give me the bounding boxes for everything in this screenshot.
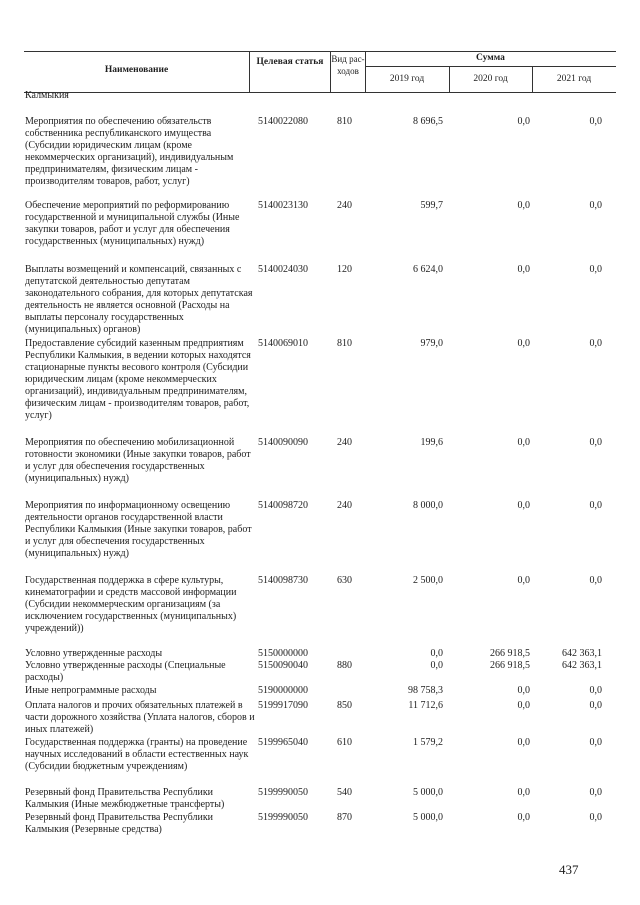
row-sum-2020: 0,0 [517, 737, 530, 748]
row-target-code: 5140069010 [258, 338, 308, 349]
header-2020: 2020 год [473, 74, 508, 84]
row-sum-2020: 0,0 [517, 200, 530, 211]
row-name: Мероприятия по обеспечению обязательств собственника республиканского имущества (Субсидии юридическим лицам (кроме некоммерческих организаций), индивидуальным предпринимателям, физическим лицам - производителям товаров, работ, услуг) [25, 116, 234, 187]
row-sum-2020: 0,0 [517, 812, 530, 823]
row-name: Предоставление субсидий казенным предприятиям Республики Калмыкия, в ведении которых находятся стационарные пункты весового контроля (Субсидии юридическим лицам (кроме некоммерческих организаций), индивидуальным предпринимателям, физическим лицам - производителям товаров, работ, услуг) [25, 338, 251, 421]
row-expense-type: 810 [337, 116, 352, 127]
row-sum-2019: 0,0 [430, 660, 443, 671]
row-sum-2021: 0,0 [589, 787, 602, 798]
header-2021: 2021 год [556, 74, 592, 84]
row-name: Мероприятия по обеспечению мобилизационной готовности экономики (Иные закупки товаров, работ и услуг для обеспечения государственных (муниципальных) нужд) [25, 437, 251, 484]
row-target-code: 5150090040 [258, 660, 308, 671]
row-target-code: 5140023130 [258, 200, 308, 211]
row-sum-2020: 0,0 [517, 116, 530, 127]
row-target-code: 5199990050 [258, 812, 308, 823]
header-target: Целевая статья [256, 57, 324, 67]
row-expense-type: 120 [337, 264, 352, 275]
row-name: Условно утвержденные расходы (Специальные расходы) [25, 660, 226, 683]
row-target-code: 5150000000 [258, 648, 308, 659]
row-sum-2020: 0,0 [517, 700, 530, 711]
continuation-text: Калмыкия [25, 90, 69, 101]
row-expense-type: 610 [337, 737, 352, 748]
row-sum-2021: 0,0 [589, 200, 602, 211]
row-name: Оплата налогов и прочих обязательных платежей в части дорожного хозяйства (Уплата налогов, сборов и иных платежей) [25, 700, 255, 735]
row-name: Государственная поддержка (гранты) на проведение научных исследований в области естественных наук (Субсидии бюджетным учреждениям) [25, 737, 249, 772]
row-expense-type: 540 [337, 787, 352, 798]
row-sum-2020: 0,0 [517, 338, 530, 349]
row-sum-2019: 98 758,3 [408, 685, 443, 696]
row-sum-2021: 0,0 [589, 338, 602, 349]
row-target-code: 5199965040 [258, 737, 308, 748]
row-sum-2019: 0,0 [430, 648, 443, 659]
row-expense-type: 240 [337, 437, 352, 448]
row-sum-2021: 0,0 [589, 737, 602, 748]
row-sum-2021: 642 363,1 [562, 660, 602, 671]
row-sum-2019: 11 712,6 [408, 700, 443, 711]
row-sum-2021: 0,0 [589, 685, 602, 696]
row-sum-2021: 0,0 [589, 264, 602, 275]
row-sum-2019: 199,6 [420, 437, 443, 448]
divider [365, 66, 616, 67]
row-sum-2020: 266 918,5 [490, 660, 530, 671]
row-sum-2019: 2 500,0 [413, 575, 443, 586]
row-name: Резервный фонд Правительства Республики Калмыкия (Резервные средства) [25, 812, 214, 835]
row-expense-type: 810 [337, 338, 352, 349]
row-sum-2019: 6 624,0 [413, 264, 443, 275]
row-sum-2019: 5 000,0 [413, 787, 443, 798]
header-vid: Вид рас-ходов [331, 54, 365, 76]
row-sum-2021: 0,0 [589, 812, 602, 823]
row-name: Условно утвержденные расходы [25, 648, 163, 659]
row-target-code: 5140098730 [258, 575, 308, 586]
row-sum-2021: 0,0 [589, 575, 602, 586]
row-sum-2021: 0,0 [589, 437, 602, 448]
row-sum-2020: 0,0 [517, 437, 530, 448]
row-name: Мероприятия по информационному освещению деятельности органов государственной власти Республики Калмыкия (Иные закупки товаров, работ и услуг для обеспечения государственных (муниципальных) нужд) [25, 500, 252, 559]
page-number: 437 [559, 862, 579, 877]
row-target-code: 5140098720 [258, 500, 308, 511]
row-target-code: 5199990050 [258, 787, 308, 798]
row-sum-2019: 599,7 [420, 200, 443, 211]
row-name: Резервный фонд Правительства Республики Калмыкия (Иные межбюджетные трансферты) [25, 787, 225, 810]
header-sum: Сумма [476, 53, 505, 63]
row-sum-2020: 0,0 [517, 575, 530, 586]
row-target-code: 5199917090 [258, 700, 308, 711]
row-sum-2021: 0,0 [589, 116, 602, 127]
row-sum-2021: 642 363,1 [562, 648, 602, 659]
row-name: Выплаты возмещений и компенсаций, связанных с депутатской деятельностью депутатам законодательного собрания, для которых депутатская деятельность не является основной (Расходы на выплаты персоналу государственных (муниципальных) органов) [25, 264, 253, 335]
row-expense-type: 630 [337, 575, 352, 586]
row-sum-2020: 0,0 [517, 264, 530, 275]
divider [249, 52, 250, 92]
row-name: Иные непрограммные расходы [25, 685, 157, 696]
row-target-code: 5140090090 [258, 437, 308, 448]
row-expense-type: 850 [337, 700, 352, 711]
header-2019: 2019 год [389, 74, 425, 84]
row-expense-type: 870 [337, 812, 352, 823]
table-header [24, 51, 616, 93]
row-sum-2021: 0,0 [589, 700, 602, 711]
row-sum-2019: 8 696,5 [413, 116, 443, 127]
row-sum-2020: 266 918,5 [490, 648, 530, 659]
row-sum-2019: 979,0 [420, 338, 443, 349]
row-sum-2020: 0,0 [517, 787, 530, 798]
row-target-code: 5140022080 [258, 116, 308, 127]
row-sum-2019: 1 579,2 [413, 737, 443, 748]
row-sum-2020: 0,0 [517, 500, 530, 511]
header-name: Наименование [104, 65, 169, 75]
row-target-code: 5190000000 [258, 685, 308, 696]
row-expense-type: 240 [337, 500, 352, 511]
row-expense-type: 240 [337, 200, 352, 211]
row-name: Обеспечение мероприятий по реформированию государственной и муниципальной службы (Иные закупки товаров, работ и услуг для обеспечения государственных (муниципальных) нужд) [25, 200, 240, 247]
row-expense-type: 880 [337, 660, 352, 671]
row-target-code: 5140024030 [258, 264, 308, 275]
row-sum-2019: 8 000,0 [413, 500, 443, 511]
row-name: Государственная поддержка в сфере культуры, кинематографии и средств массовой информации (Субсидии некоммерческим организациям (за исключением государственных (муниципальных) учреждений)) [25, 575, 237, 634]
row-sum-2020: 0,0 [517, 685, 530, 696]
row-sum-2021: 0,0 [589, 500, 602, 511]
row-sum-2019: 5 000,0 [413, 812, 443, 823]
